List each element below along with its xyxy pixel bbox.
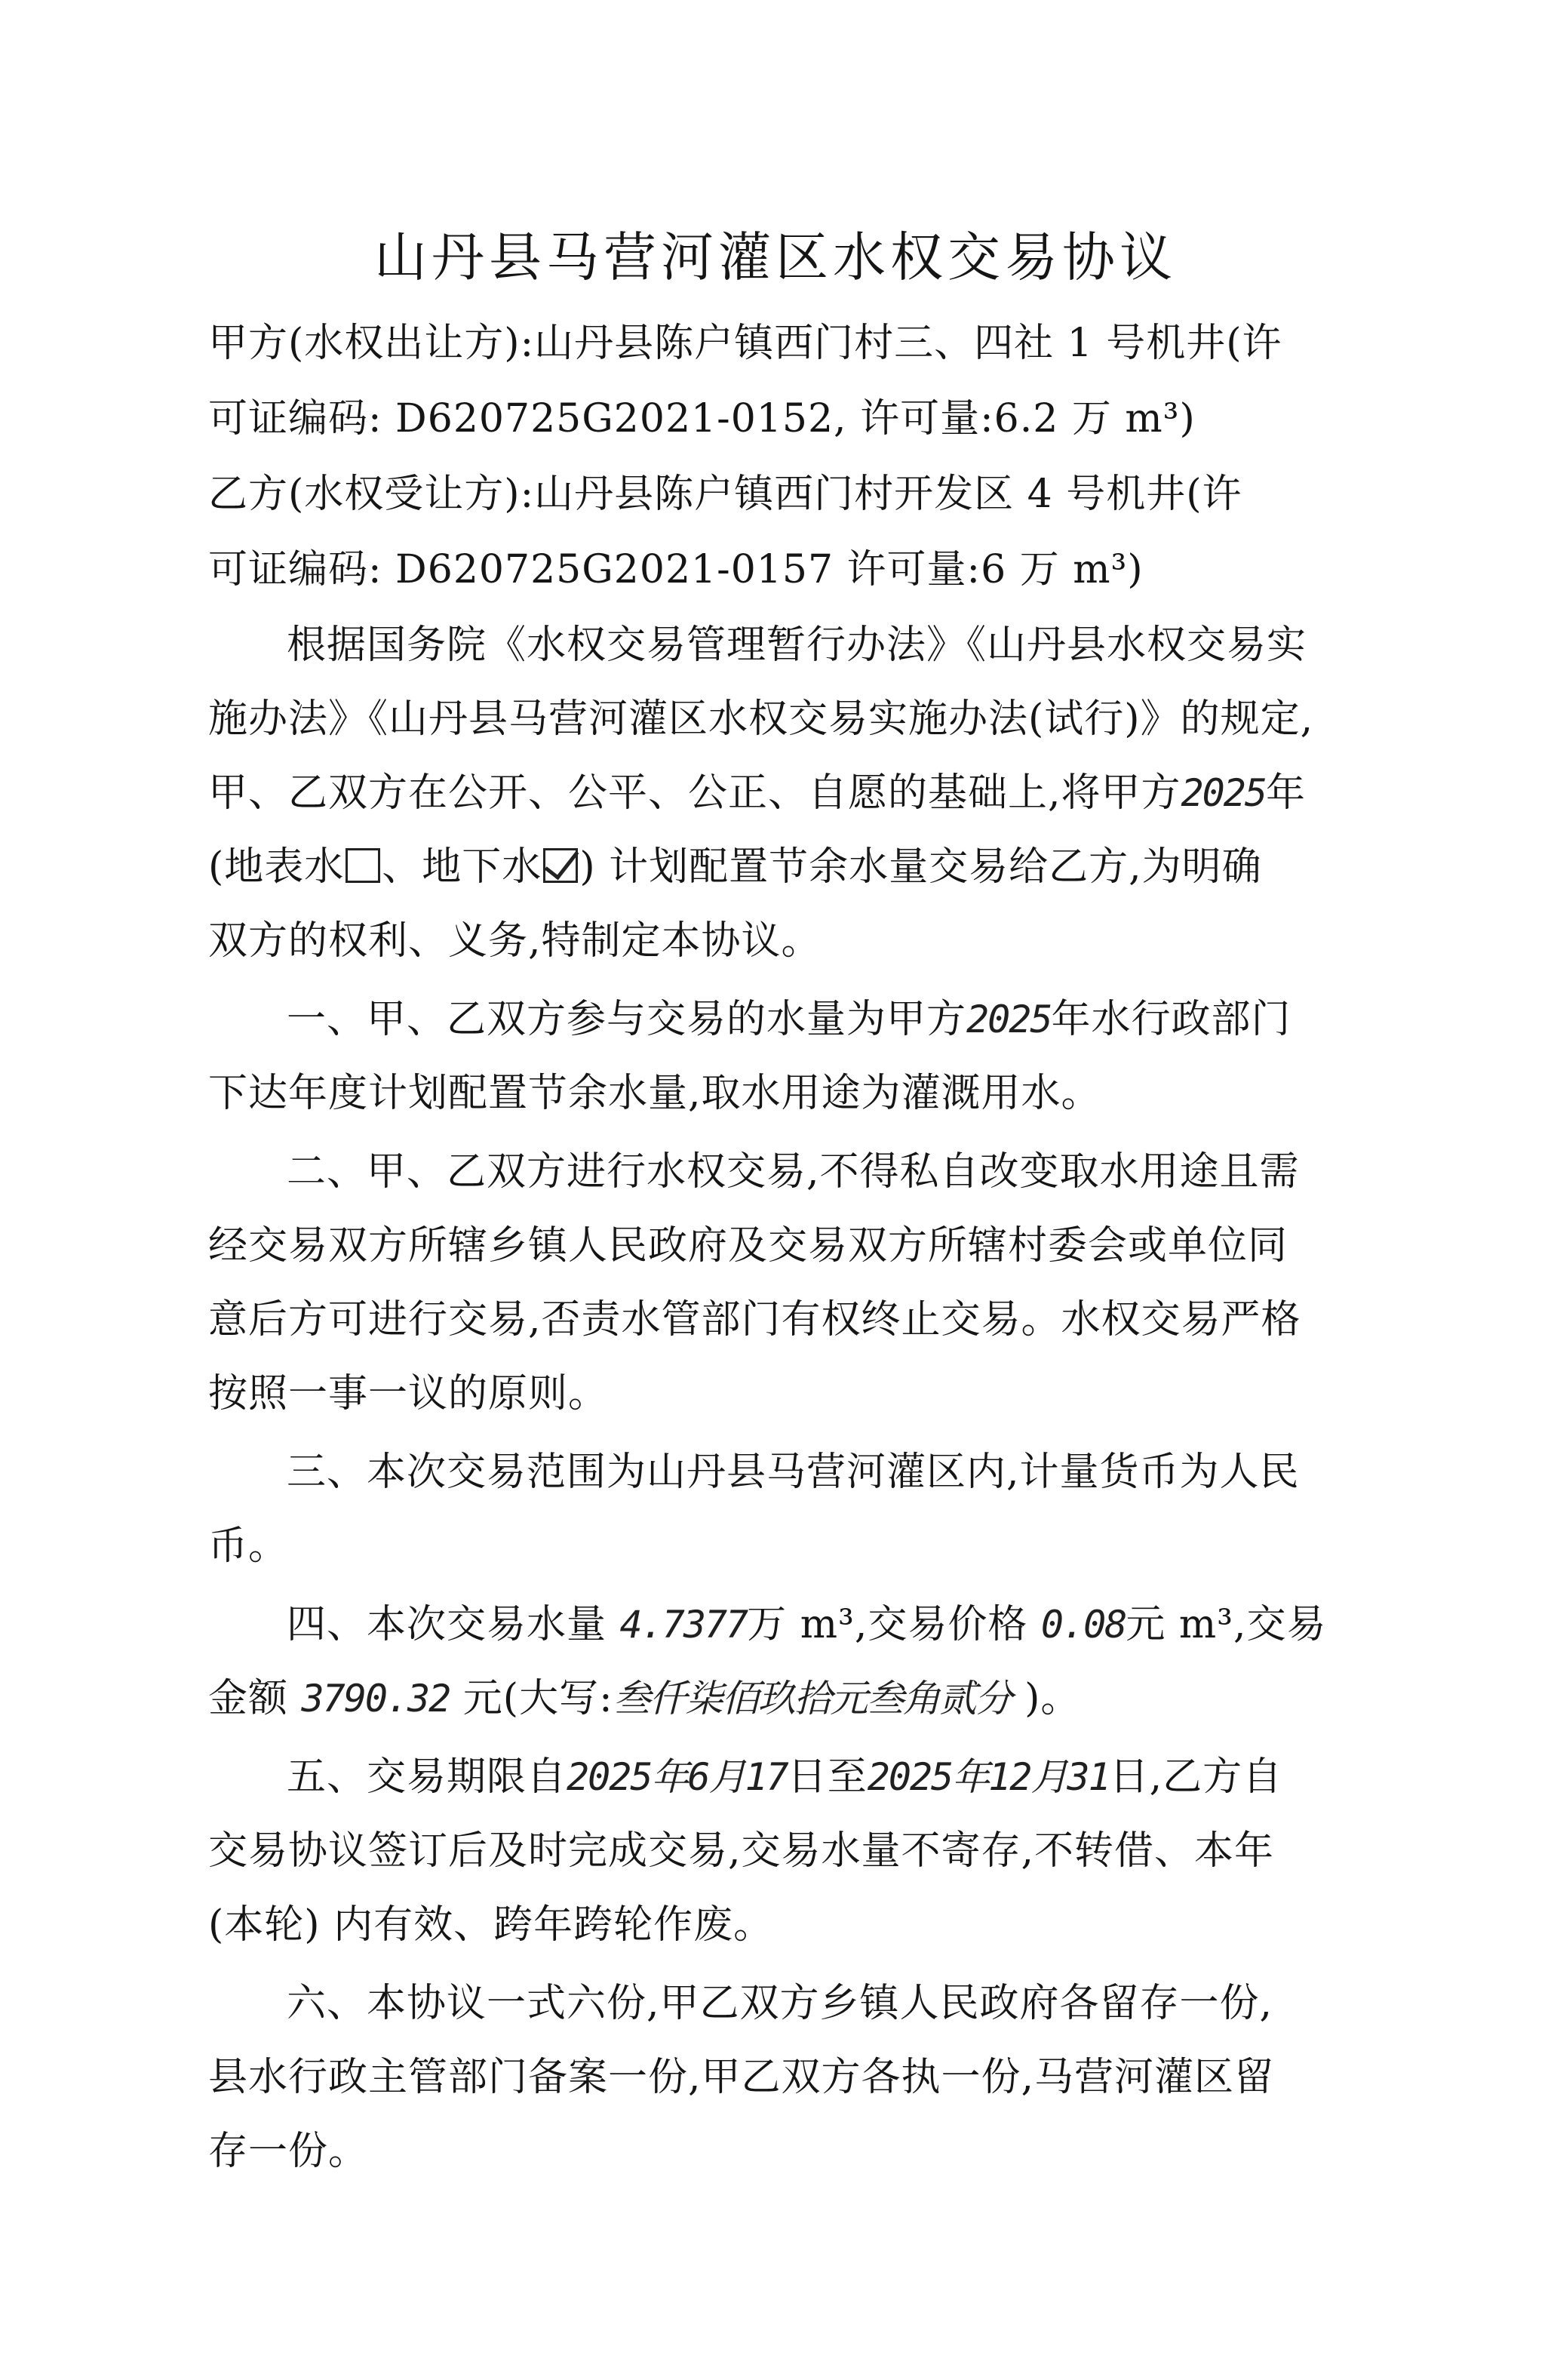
clause3-line-2: 币。 [208,1524,289,1569]
clause6-line-2: 县水行政主管部门备案一份,甲乙双方各执一份,马营河灌区留 [208,2055,1275,2100]
handwritten-year: 2025 [966,998,1052,1041]
clause2-line-2: 经交易双方所辖乡镇人民政府及交易双方所辖村委会或单位同 [208,1223,1288,1268]
clause2-line-3: 意后方可进行交易,否责水管部门有权终止交易。水权交易严格 [208,1297,1301,1342]
preamble-line-2: 施办法》《山丹县马营河灌区水权交易实施办法(试行)》的规定, [208,696,1314,742]
preamble-line-1: 根据国务院《水权交易管理暂行办法》《山丹县水权交易实 [287,623,1307,668]
handwritten-year: 2025 [1181,771,1266,815]
clause3-line-1: 三、本次交易范围为山丹县马营河灌区内,计量货币为人民 [287,1450,1300,1495]
groundwater-checkbox [543,848,578,883]
party-b-line-1: 乙方(水权受让方):山丹县陈户镇西门村开发区 4 号机井(许 [208,472,1242,517]
preamble-line-4: (地表水 、地下水 ) 计划配置节余水量交易给乙方,为明确 [208,844,1262,890]
clause1-line-1: 一、甲、乙双方参与交易的水量为甲方2025年水行政部门 [287,997,1291,1042]
clause5-line-1: 五、交易期限自2025年6月17日至2025年12月31日,乙方自 [287,1754,1283,1800]
clause5-line-2: 交易协议签订后及时完成交易,交易水量不寄存,不转借、本年 [208,1828,1275,1874]
handwritten-amount: 3790.32 [301,1677,450,1720]
clause5-line-3: (本轮) 内有效、跨年跨轮作废。 [208,1902,774,1948]
handwritten-amount-upper: 叁仟柒佰玖拾元叁角贰分 [613,1677,1012,1720]
clause6-line-1: 六、本协议一式六份,甲乙双方乡镇人民政府各留存一份, [287,1981,1273,2026]
document-title: 山丹县马营河灌区水权交易协议 [374,226,1177,288]
handwritten-price: 0.08 [1040,1603,1126,1647]
preamble-line-3: 甲、乙双方在公开、公平、公正、自愿的基础上,将甲方2025年 [208,770,1306,816]
clause4-line-1: 四、本次交易水量 4.7377万 m³,交易价格 0.08元 m³,交易 [287,1602,1327,1647]
clause1-line-2: 下达年度计划配置节余水量,取水用途为灌溉用水。 [208,1071,1101,1116]
clause2-line-1: 二、甲、乙双方进行水权交易,不得私自改变取水用途且需 [287,1149,1300,1195]
clause4-line-2: 金额 3790.32 元(大写:叁仟柒佰玖拾元叁角贰分 )。 [208,1676,1081,1721]
surface-water-checkbox [346,848,380,883]
party-a-line-1: 甲方(水权出让方):山丹县陈户镇西门村三、四社 1 号机井(许 [208,321,1282,366]
party-b-line-2: 可证编码: D620725G2021-0157 许可量:6 万 m³) [208,547,1144,592]
clause2-line-4: 按照一事一议的原则。 [208,1371,609,1416]
preamble-line-5: 双方的权利、义务,特制定本协议。 [208,918,822,964]
handwritten-start-date: 2025年6月17 [567,1755,788,1799]
handwritten-volume: 4.7377 [619,1603,748,1647]
party-a-line-2: 可证编码: D620725G2021-0152, 许可量:6.2 万 m³) [208,396,1196,441]
handwritten-end-date: 2025年12月31 [867,1755,1110,1799]
clause6-line-3: 存一份。 [208,2129,369,2174]
